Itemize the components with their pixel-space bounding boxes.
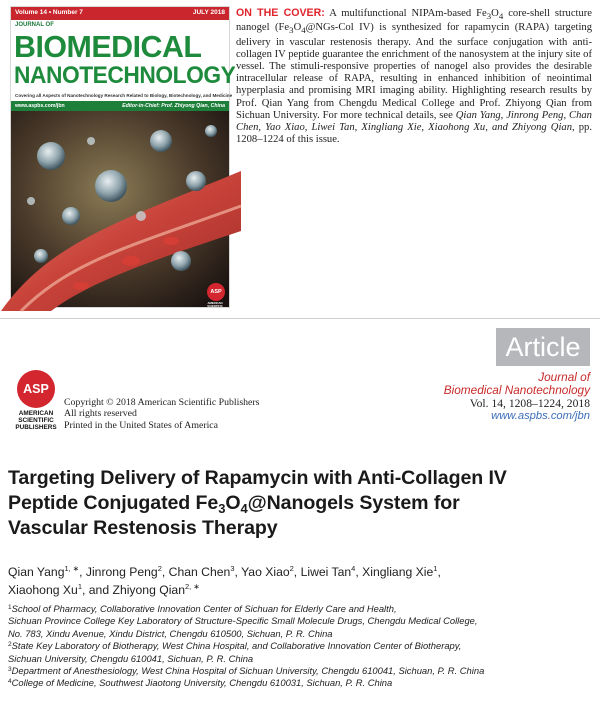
journal-volume: Vol. 14, 1208–1224, 2018 [469, 397, 590, 410]
cover-journal-of: JOURNAL OF [15, 22, 54, 28]
title-part: @Nanogels System for [247, 492, 460, 514]
cover-nanogel [186, 171, 206, 191]
publisher-name [8, 410, 64, 431]
section-divider [0, 318, 600, 319]
cover-url-bar [11, 101, 229, 111]
journal-info [360, 371, 590, 423]
cover-red-cell [122, 256, 140, 266]
author: Jinrong Peng$^2$ [85, 564, 162, 579]
title-line: Targeting Delivery of Rapamycin with Anti-Collagen IV [8, 467, 507, 489]
on-the-cover-part: O [491, 8, 499, 19]
cover-particle [87, 137, 95, 145]
affiliation: $^2$State Key Laboratory of Biotherapy, West China Hospital, and Collaborative Innovation Center of Biotherapy, [8, 640, 462, 652]
on-the-cover-pages: , pp. 1208–1224 of this issue. [236, 122, 592, 146]
cover-artwork [11, 111, 229, 307]
cover-nanogel [95, 170, 127, 202]
on-the-cover-part: A multifunctional NIPAm-based Fe [329, 8, 487, 19]
cover-title-line1: BIOMEDICAL [14, 29, 202, 64]
affiliation: $^1$School of Pharmacy, Collaborative Innovation Center of Sichuan for Elderly Care and Health, [8, 603, 397, 614]
title-part: Peptide Conjugated Fe [8, 492, 219, 514]
title-line [8, 491, 593, 516]
cover-top-bar [11, 7, 229, 20]
cover-nanogel [62, 207, 80, 225]
cover-url: www.aspbs.com/jbn [15, 103, 65, 109]
journal-name-line2: Biomedical Nanotechnology [443, 383, 590, 397]
cover-red-cell [163, 237, 179, 245]
subscript: 4 [498, 11, 504, 22]
subscript: 3 [486, 11, 492, 22]
affiliations [8, 603, 596, 690]
publisher-logo-block [8, 370, 64, 432]
cover-nanogel [205, 125, 217, 137]
on-the-cover-part: @NGs-Col IV) is synthesized for rapamycin (RAPA) targeting delivery in vascular restenosis therapy. And the surface conjugation with anti-collagen IV peptide guarantee the enrichment of the nanosystem at the injury site of vessel. The stimuli-responsive properties of nanogel also provides the desirable intracellular release of RAPA, resulting in enhanced inhibition of neointimal hyperplasia and promising MRI imaging ability. Highlighting research results by Prof. Qian Yang from Chengdu Medical College and Prof. Zhiyong Qian from Sichuan University. For more technical details, see [236, 22, 592, 121]
author-list: Qian Yang$^{1, ∗}$, Jinrong Peng$^2$, Chan Chen$^3$, Yao Xiao$^2$, Liwei Tan$^4$, Xingliang Xie$^1$, Xiaohong Xu$^1$, and Zhiyong Qian$^{2, ∗}$ [8, 564, 441, 597]
author: Xiaohong Xu$^1$ [8, 582, 82, 597]
asp-logo: ASP [17, 370, 55, 408]
affiliation: $^3$Department of Anesthesiology, West China Hospital of Sichuan University, Chengdu 610041, Sichuan, P. R. China [8, 665, 485, 677]
copyright-line: Copyright © 2018 American Scientific Publishers [64, 397, 260, 408]
author: Xingliang Xie$^1$ [362, 564, 438, 579]
affiliation: Sichuan Province College Key Laboratory of Structure-Specific Small Molecule Drugs, Chengdu Medical College, [8, 615, 478, 627]
journal-cover [10, 6, 236, 311]
on-the-cover-part: O [293, 22, 302, 34]
journal-name-line1: Journal of [538, 370, 590, 384]
title-part: O [225, 492, 241, 514]
author: Chan Chen$^3$ [168, 564, 235, 579]
article-title [8, 466, 593, 541]
subscript: 4 [240, 501, 248, 516]
cover-title-line2: NANOTECHNOLOGY [14, 62, 236, 89]
author: Zhiyong Qian$^{2, ∗}$ [112, 582, 200, 597]
affiliation: $^4$College of Medicine, Southwest Jiaotong University, Chengdu 610031, Sichuan, P. R. China [8, 677, 393, 689]
cover-nanogel [34, 249, 48, 263]
publisher-name-line: AMERICAN [18, 410, 54, 417]
cover-nanogel [37, 142, 65, 170]
subscript: 3 [289, 25, 294, 36]
cover-date: JULY 2018 [192, 9, 225, 16]
on-the-cover-part: core-shell structure nanogel (Fe [236, 8, 592, 34]
cover-volume: Volume 14 • Number 7 [15, 9, 83, 16]
publisher-name-line: SCIENTIFIC [18, 417, 54, 424]
publisher-name-line: PUBLISHERS [15, 424, 57, 431]
on-the-cover-text [236, 7, 592, 146]
affiliation: Sichuan University, Chengdu 610041, Sichuan, P. R. China [8, 652, 254, 664]
copyright-block [64, 397, 259, 431]
journal-name [360, 371, 590, 397]
subscript: 3 [218, 501, 226, 516]
author: Yao Xiao$^2$ [241, 564, 294, 579]
rights-line: All rights reserved [64, 408, 137, 420]
cover-particle [136, 211, 146, 221]
cover-particle [27, 197, 35, 205]
on-the-cover-authors: Qian Yang, Jinrong Peng, Chan Chen, Yao Xiao, Liwei Tan, Xingliang Xie, Xiaohong Xu, and Zhiyong Qian [236, 109, 592, 134]
title-line: Vascular Restenosis Therapy [8, 517, 278, 539]
cover-red-cell [73, 282, 89, 290]
article-type-tag: Article [496, 328, 590, 366]
journal-url[interactable]: www.aspbs.com/jbn [491, 410, 590, 422]
subscript: 4 [301, 25, 306, 36]
author: Liwei Tan$^4$ [300, 564, 356, 579]
on-the-cover-label: ON THE COVER: [236, 7, 325, 19]
cover-nanogel [150, 130, 172, 152]
cover-publisher-logo: ASP [207, 283, 225, 301]
cover-editor: Editor-in-Chief: Prof. Zhiyong Qian, China [122, 103, 225, 109]
printed-line: Printed in the United States of America [64, 419, 218, 431]
cover-tagline: Covering all Aspects of Nanotechnology Research Related to Biology, Biotechnology, and Medicine [15, 93, 233, 98]
affiliation: No. 783, Xindu Avenue, Xindu District, Chengdu 610500, Sichuan, P. R. China [8, 627, 333, 639]
author: Qian Yang$^{1, ∗}$ [8, 564, 80, 579]
cover-publisher-name: AMERICAN SCIENTIFIC PUBLISHERS [205, 301, 225, 311]
cover-nanogel [171, 251, 191, 271]
